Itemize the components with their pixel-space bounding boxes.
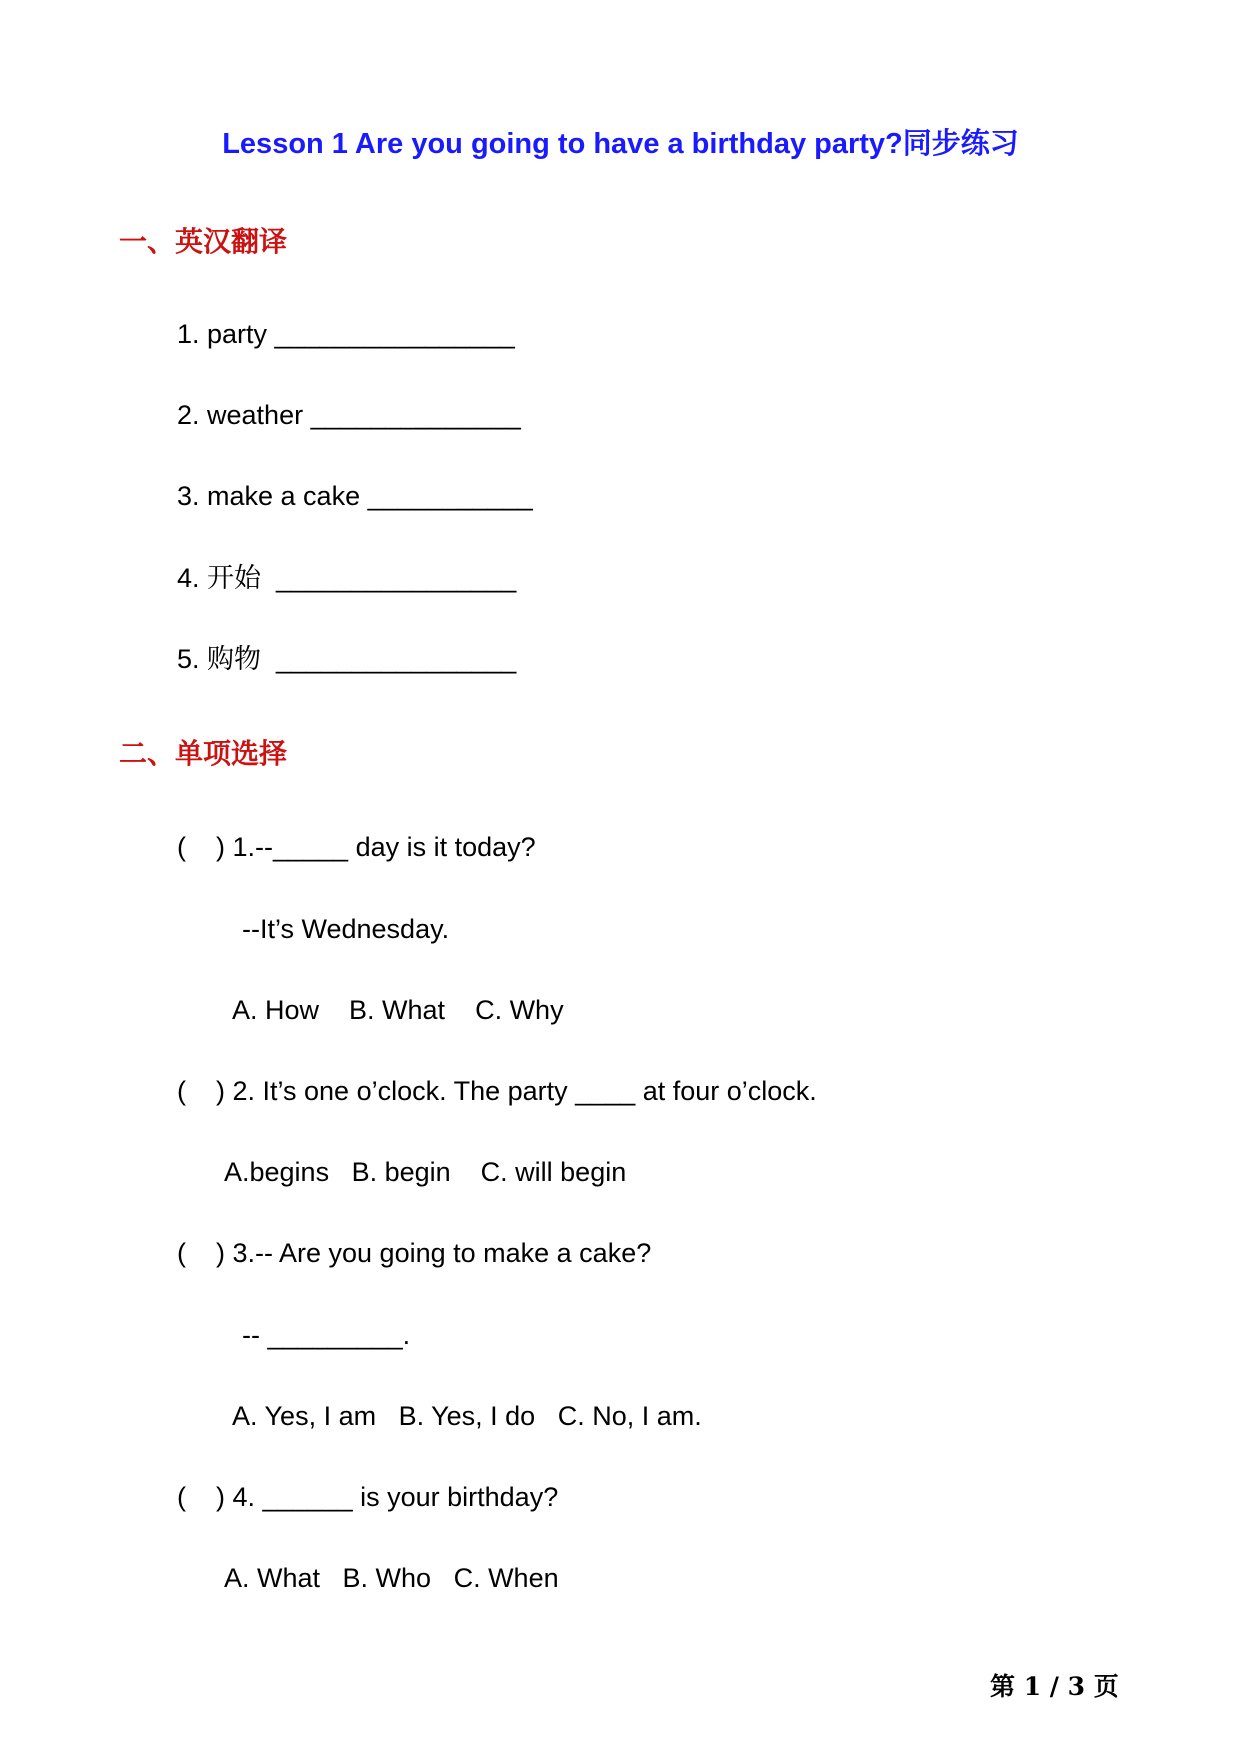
question-1-stem: ( ) 1.--_____ day is it today? <box>177 832 536 862</box>
question-1-answer-line: --It’s Wednesday. <box>242 914 450 944</box>
question-3-options: A. Yes, I am B. Yes, I do C. No, I am. <box>232 1401 702 1431</box>
question-4-stem: ( ) 4. ______ is your birthday? <box>177 1482 559 1512</box>
translation-item-5: 5. 购物 ________________ <box>177 644 517 674</box>
translation-item-4: 4. 开始 ________________ <box>177 563 517 593</box>
question-1-options: A. How B. What C. Why <box>232 995 564 1025</box>
section-heading-multiple-choice: 二、单项选择 <box>119 737 288 770</box>
page-number: 第 1 / 3 页 <box>990 1672 1119 1701</box>
question-3-stem: ( ) 3.-- Are you going to make a cake? <box>177 1238 652 1268</box>
question-4-options: A. What B. Who C. When <box>224 1563 559 1593</box>
section-heading-translation: 一、英汉翻译 <box>119 225 288 258</box>
page-title: Lesson 1 Are you going to have a birthday party?同步练习 <box>222 128 1019 160</box>
question-2-stem: ( ) 2. It’s one o’clock. The party ____ at four o’clock. <box>177 1076 817 1106</box>
translation-item-1: 1. party ________________ <box>177 319 515 349</box>
question-3-answer-line: -- _________. <box>242 1320 411 1350</box>
translation-item-2: 2. weather ______________ <box>177 400 521 430</box>
translation-item-3: 3. make a cake ___________ <box>177 481 533 511</box>
question-2-options: A.begins B. begin C. will begin <box>224 1157 627 1187</box>
